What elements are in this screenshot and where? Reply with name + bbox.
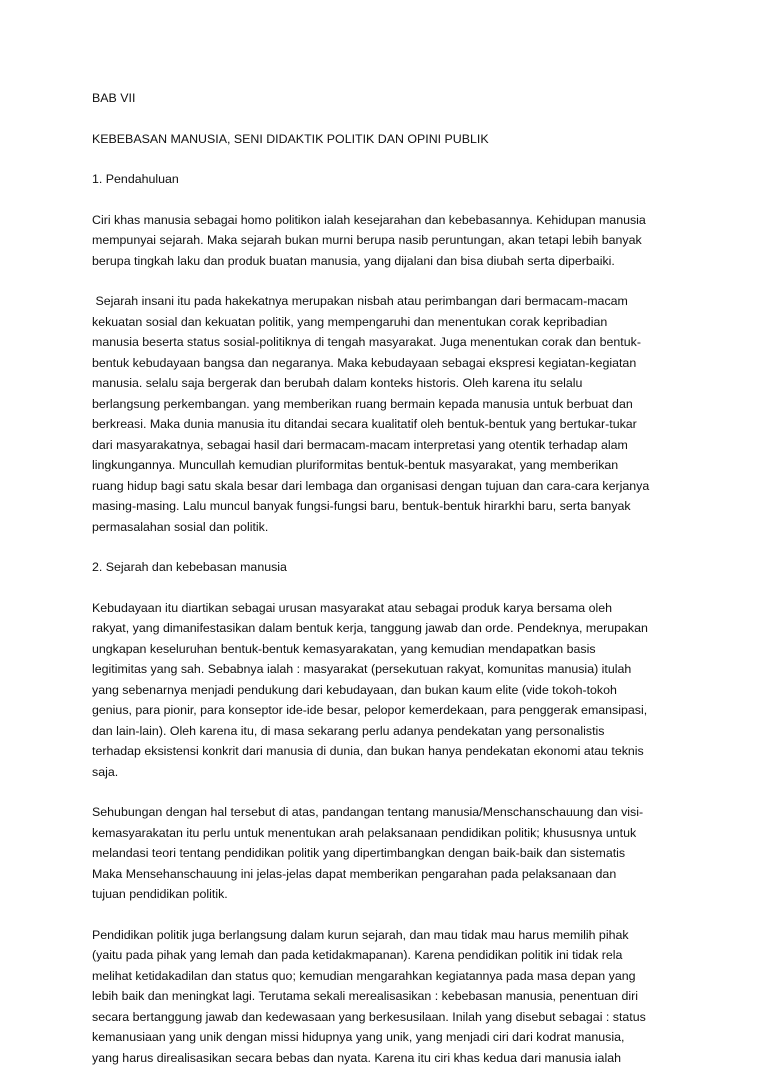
text-line: genius, para pionir, para konseptor ide-ide besar, pelopor kemerdekaan, para penggerak emansipasi, bbox=[92, 700, 676, 721]
paragraph-2 bbox=[92, 291, 676, 537]
text-line: masing-masing. Lalu muncul banyak fungsi-fungsi baru, bentuk-bentuk hirarkhi baru, serta banyak bbox=[92, 496, 676, 517]
text-line: Sehubungan dengan hal tersebut di atas, pandangan tentang manusia/Menschanschauung dan visi- bbox=[92, 802, 676, 823]
text-line: legitimitas yang sah. Sebabnya ialah : masyarakat (persekutuan rakyat, komunitas manusia) itulah bbox=[92, 659, 676, 680]
text-line: lebih baik dan meningkat lagi. Terutama sekali merealisasikan : kebebasan manusia, penentuan diri bbox=[92, 986, 676, 1007]
text-line: Maka Mensehanschauung ini jelas-jelas dapat memberikan pengarahan pada pelaksanaan dan bbox=[92, 864, 676, 885]
paragraph-3 bbox=[92, 598, 676, 783]
text-line: yang sebenarnya menjadi pendukung dari kebudayaan, dan bukan kaum elite (vide tokoh-tokoh bbox=[92, 680, 676, 701]
text-line: yang harus direalisasikan secara bebas dan nyata. Karena itu ciri khas kedua dari manusia ialah bbox=[92, 1048, 676, 1068]
text-line: kekuatan sosial dan kekuatan politik, yang mempengaruhi dan menentukan corak kepribadian bbox=[92, 312, 676, 333]
paragraph-4 bbox=[92, 802, 676, 905]
text-line: lingkungannya. Muncullah kemudian pluriformitas bentuk-bentuk masyarakat, yang memberikan bbox=[92, 455, 676, 476]
text-line: kemasyarakatan itu perlu untuk menentukan arah pelaksanaan pendidikan politik; khususnya untuk bbox=[92, 823, 676, 844]
chapter-title: KEBEBASAN MANUSIA, SENI DIDAKTIK POLITIK DAN OPINI PUBLIK bbox=[92, 129, 676, 150]
text-line: manusia beserta status sosial-politiknya di tengah masyarakat. Juga menentukan corak dan bentuk- bbox=[92, 332, 676, 353]
text-line: kemanusiaan yang unik dengan missi hidupnya yang unik, yang menjadi ciri dari kodrat manusia, bbox=[92, 1027, 676, 1048]
text-line: saja. bbox=[92, 762, 676, 783]
text-line: berupa tingkah laku dan produk buatan manusia, yang dijalani dan bisa diubah serta diperbaiki. bbox=[92, 251, 676, 272]
text-line: melihat ketidakadilan dan status quo; kemudian mengarahkan kegiatannya pada masa depan yang bbox=[92, 966, 676, 987]
spacer bbox=[92, 578, 676, 598]
text-line: berlangsung perkembangan. yang memberikan ruang bermain kepada manusia untuk berbuat dan bbox=[92, 394, 676, 415]
text-line: tujuan pendidikan politik. bbox=[92, 884, 676, 905]
text-line: berkreasi. Maka dunia manusia itu ditandai secara kualitatif oleh bentuk-bentuk yang bertukar-tukar bbox=[92, 414, 676, 435]
text-line: dan lain-lain). Oleh karena itu, di masa sekarang perlu adanya pendekatan yang personalistis bbox=[92, 721, 676, 742]
text-line: manusia. selalu saja bergerak dan berubah dalam konteks historis. Oleh karena itu selalu bbox=[92, 373, 676, 394]
text-line: ungkapan keseluruhan bentuk-bentuk kemasyarakatan, yang kemudian mendapatkan basis bbox=[92, 639, 676, 660]
text-line: permasalahan sosial dan politik. bbox=[92, 517, 676, 538]
text-line: terhadap eksistensi konkrit dari manusia di dunia, dan bukan hanya pendekatan ekonomi atau teknis bbox=[92, 741, 676, 762]
spacer bbox=[92, 109, 676, 129]
text-line: mempunyai sejarah. Maka sejarah bukan murni berupa nasib peruntungan, akan tetapi lebih banyak bbox=[92, 230, 676, 251]
text-line: Ciri khas manusia sebagai homo politikon ialah kesejarahan dan kebebasannya. Kehidupan manusia bbox=[92, 210, 676, 231]
spacer bbox=[92, 190, 676, 210]
spacer bbox=[92, 271, 676, 291]
text-line: Pendidikan politik juga berlangsung dalam kurun sejarah, dan mau tidak mau harus memilih pihak bbox=[92, 925, 676, 946]
text-line: bentuk kebudayaan bangsa dan negaranya. Maka kebudayaan sebagai ekspresi kegiatan-kegiatan bbox=[92, 353, 676, 374]
text-line: Sejarah insani itu pada hakekatnya merupakan nisbah atau perimbangan dari bermacam-macam bbox=[92, 291, 676, 312]
chapter-heading: BAB VII bbox=[92, 88, 676, 109]
text-line: secara bertanggung jawab dan kedewasaan yang berkesusilaan. Inilah yang disebut sebagai : status bbox=[92, 1007, 676, 1028]
spacer bbox=[92, 149, 676, 169]
text-line: rakyat, yang dimanifestasikan dalam bentuk kerja, tanggung jawab dan orde. Pendeknya, merupakan bbox=[92, 618, 676, 639]
text-line: melandasi teori tentang pendidikan politik yang dipertimbangkan dengan baik-baik dan sistematis bbox=[92, 843, 676, 864]
spacer bbox=[92, 905, 676, 925]
paragraph-5 bbox=[92, 925, 676, 1068]
text-line: ruang hidup bagi satu skala besar dari lembaga dan organisasi dengan tujuan dan cara-cara kerjanya bbox=[92, 476, 676, 497]
text-line: (yaitu pada pihak yang lemah dan pada ketidakmapanan). Karena pendidikan politik ini tidak rela bbox=[92, 945, 676, 966]
section-heading-1: 1. Pendahuluan bbox=[92, 169, 676, 190]
section-heading-2: 2. Sejarah dan kebebasan manusia bbox=[92, 557, 676, 578]
spacer bbox=[92, 537, 676, 557]
text-line: Kebudayaan itu diartikan sebagai urusan masyarakat atau sebagai produk karya bersama oleh bbox=[92, 598, 676, 619]
paragraph-1 bbox=[92, 210, 676, 272]
text-line: dari masyarakatnya, sebagai hasil dari bermacam-macam interpretasi yang otentik terhadap alam bbox=[92, 435, 676, 456]
spacer bbox=[92, 782, 676, 802]
